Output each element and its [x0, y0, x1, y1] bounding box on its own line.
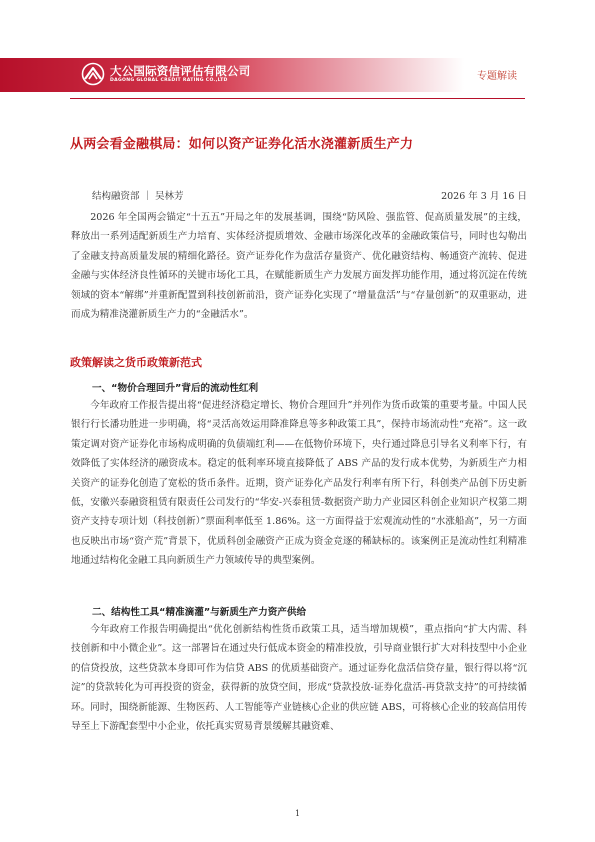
company-name-cn: 大公国际资信评估有限公司	[110, 64, 251, 78]
dagong-logo-icon	[80, 62, 106, 86]
intro-paragraph: 2026 年全国两会锚定“十五五”开局之年的发展基调，围绕“防风险、强监管、促高质量发展”的主线，释放出一系列适配新质生产力培育、实体经济提质增效、金融市场深化改革的金融政策信号，同时也勾勒出了金融支持高质量发展的精细化路径。资产证券化作为盘活存量资产、优化融资结构、畅通资产流转、促进金融与实体经济良性循环的关键市场化工具，在赋能新质生产力发展方面发挥功能作用，通过将沉淀在传统领域的资本“解绑”并重新配置到科技创新前沿，资产证券化实现了“增量盘活”与“存量创新”的双重驱动，进而成为精准浇灌新质生产力的“金融活水”。	[71, 212, 527, 321]
sub-heading-structural-tools: 二、结构性工具“精准滴灌”与新质生产力资产供给	[92, 607, 307, 618]
company-logo	[80, 60, 280, 90]
publish-date: 2026 年 3 月 16 日	[441, 191, 527, 202]
column-label: 专题解读	[477, 71, 517, 82]
author-line: 结构融资部 ｜ 吴林芳	[92, 191, 184, 202]
header-divider	[70, 98, 525, 99]
paragraph-liquidity: 今年政府工作报告提出将“促进经济稳定增长、物价合理回升”并列作为货币政策的重要考量。中国人民银行行长潘功胜进一步明确，将“灵活高效运用降准降息等多种政策工具”，保持市场流动性“充裕”。这一政策定调对资产证券化市场构成明确的负债端红利——在低物价环境下，央行通过降息引导名义利率下行，有效降低了实体经济的融资成本。稳定的低利率环境直接降低了 ABS 产品的发行成本优势，为新质生产力相关资产的证券化创造了宽松的货币条件。近期，资产证券化产品发行利率有所下行，科创类产品创下历史新低，安徽兴泰融资租赁有限责任公司发行的“华安-兴泰租赁-数据资产助力产业园区科创企业知识产权第二期资产支持专项计划（科技创新）”票面利率低至 1.86%。这一方面得益于宏观流动性的“水涨船高”，另一方面也反映出市场“资产荒”背景下，优质科创金融资产正成为资金竞逐的稀缺标的。该案例正是流动性红利精准地通过结构化金融工具向新质生产力领域传导的典型案例。	[71, 400, 527, 567]
paragraph-structural-tools: 今年政府工作报告明确提出“优化创新结构性货币政策工具，适当增加规模”，重点指向“扩大内需、科技创新和中小微企业”。这一部署旨在通过央行低成本资金的精准投放，引导商业银行扩大对科技型中小企业的信贷投放，这些贷款本身即可作为信贷 ABS 的优质基础资产。通过证券化盘活信贷存量，银行得以将“沉淀”的贷款转化为可再投资的资金，获得新的放贷空间，形成“贷款投放-证券化盘活-再贷款支持”的可持续循环。同时，围绕新能源、生物医药、人工智能等产业链核心企业的供应链 ABS，可将核心企业的较高信用传导至上下游配套型中小企业，依托真实贸易背景缓解其融资难、	[71, 624, 527, 733]
section-heading-monetary-policy: 政策解读之货币政策新范式	[70, 356, 202, 369]
company-name-en: DAGONG GLOBAL CREDIT RATING CO.,LTD	[110, 78, 228, 83]
document-title: 从两会看金融棋局：如何以资产证券化活水浇灌新质生产力	[70, 137, 414, 152]
sub-heading-liquidity: 一、“物价合理回升”背后的流动性红利	[92, 383, 259, 394]
page-number: 1	[294, 809, 301, 818]
